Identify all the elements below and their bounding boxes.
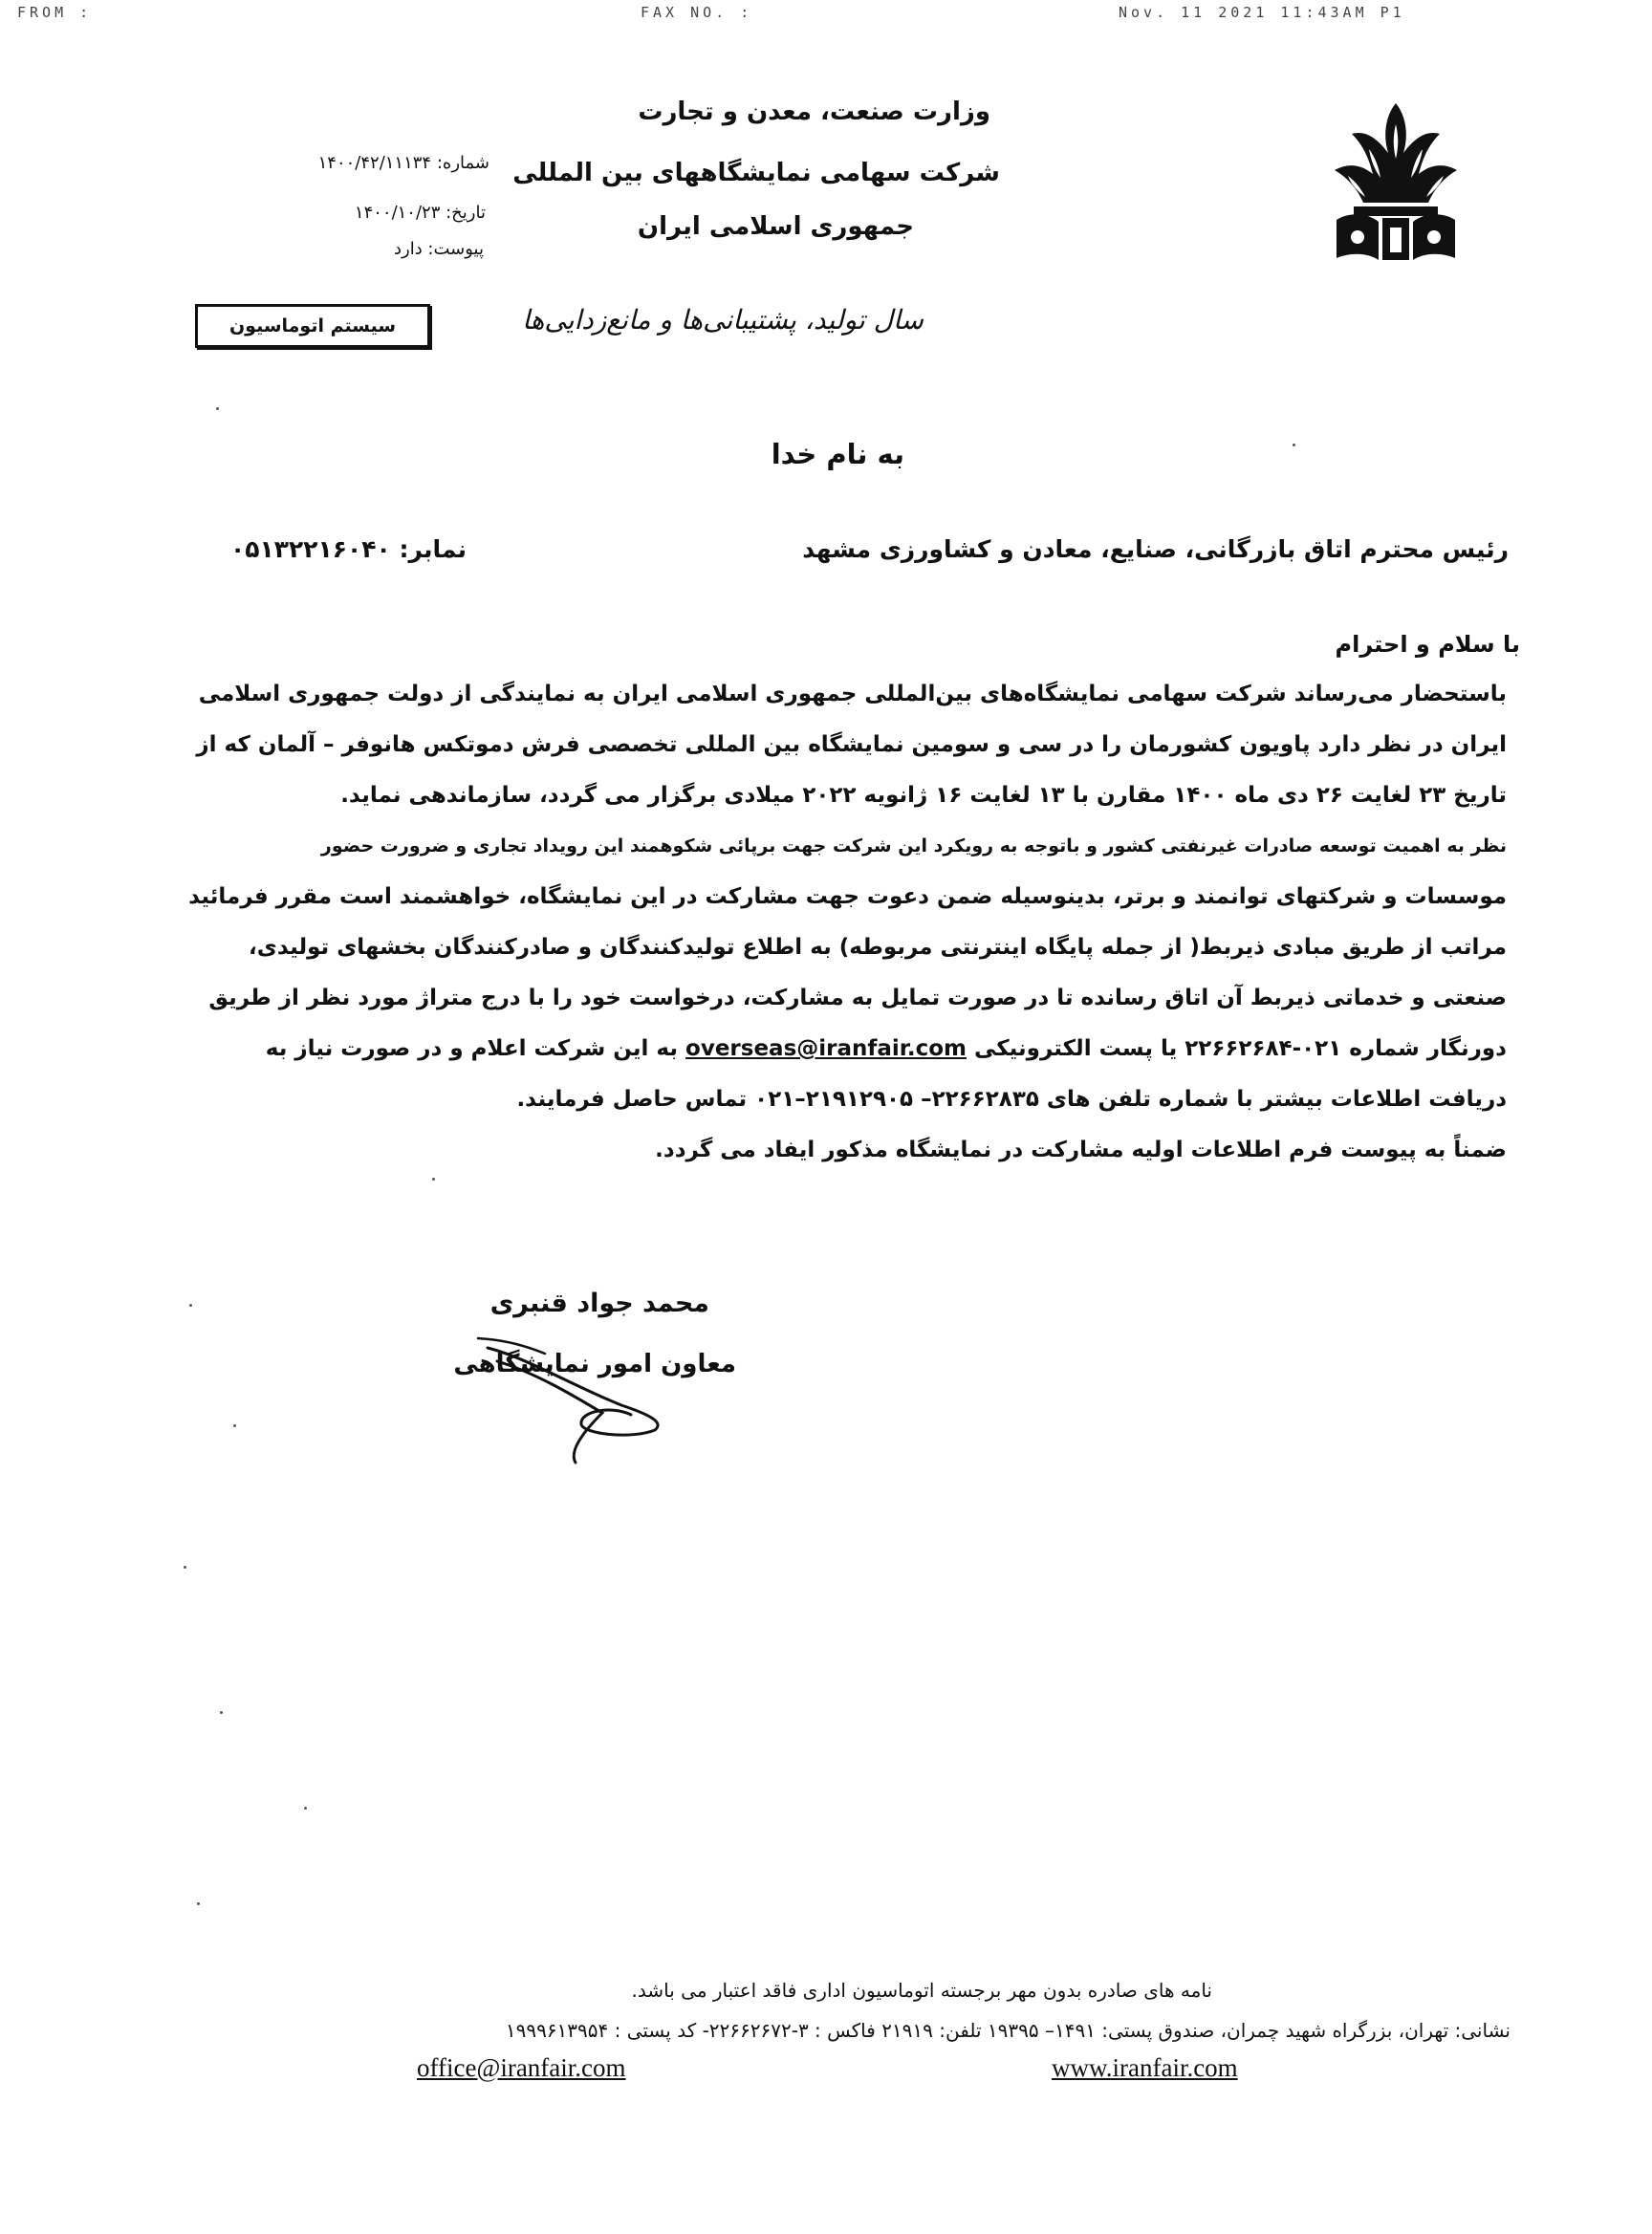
footer-address: نشانی: تهران، بزرگراه شهید چمران، صندوق پستی: ۱۴۹۱– ۱۹۳۹۵ تلفن: ۲۱۹۱۹ فاکس : ۳-۲۲۶۶۲۶۷۲- کد پستی : ۱۹۹۹۶۱۳۹۵۴: [505, 2019, 1511, 2042]
automation-stamp: سیستم اتوماسیون: [195, 304, 430, 348]
company-name: شرکت سهامی نمایشگاههای بین المللی: [512, 159, 1000, 187]
recipient-line: رئیس محترم اتاق بازرگانی، صنایع، معادن و کشاورزی مشهد: [802, 535, 1509, 563]
fax-timestamp: Nov. 11 2021 11:43AM P1: [1119, 4, 1405, 21]
handwritten-signature: [468, 1319, 679, 1472]
signatory-title: معاون امور نمایشگاهی: [453, 1350, 736, 1378]
letter-body: [187, 669, 1507, 1176]
greeting: با سلام و احترام: [1335, 631, 1520, 658]
footer-notice: نامه های صادره بدون مهر برجسته اتوماسیون اداری فاقد اعتبار می باشد.: [631, 1979, 1212, 2002]
fax-from: FROM :: [17, 4, 93, 21]
recipient-fax: نمابر: ۰۵۱۳۲۲۱۶۰۴۰: [229, 535, 467, 563]
body-paragraph-2a: نظر به اهمیت توسعه صادرات غیرنفتی کشور و باتوجه به رویکرد این شرکت جهت برپائی شکوهمند این رویداد تجاری و ضرورت حضور: [320, 835, 1507, 857]
bismillah-heading: به نام خدا: [771, 438, 904, 470]
ministry-name: وزارت صنعت، معدن و تجارت: [638, 98, 990, 126]
year-motto: سال تولید، پشتیبانی‌ها و مانع‌زدایی‌ها: [522, 304, 924, 336]
country-name: جمهوری اسلامی ایران: [637, 212, 914, 241]
body-paragraph-1: باستحضار می‌رساند شرکت سهامی نمایشگاه‌های بین‌المللی جمهوری اسلامی ایران به نمایندگی از دولت جمهوری اسلامی ایران در نظر دارد پاویون کشورمان را در سی و سومین نمایشگاه بین المللی تخصصی فرش دموتکس هانوفر – آلمان که از تاریخ ۲۳ لغایت ۲۶ دی ماه ۱۴۰۰ مقارن با ۱۳ لغایت ۱۶ ژانویه ۲۰۲۲ میلادی برگزار می گردد، سازماندهی نماید.: [196, 682, 1507, 808]
body-paragraph-2c: به این شرکت اعلام و در صورت نیاز به دریافت اطلاعات بیشتر با شماره تلفن های ۲۲۶۶۲۸۳۵– ۲۱۹۱۲۹۰۵–۰۲۱ تماس حاصل فرمایند.: [265, 1036, 1507, 1112]
body-paragraph-3: ضمناً به پیوست فرم اطلاعات اولیه مشارکت در نمایشگاه مذکور ایفاد می گردد.: [655, 1138, 1507, 1162]
body-paragraph-2b: موسسات و شرکتهای توانمند و برتر، بدینوسیله ضمن دعوت جهت مشارکت در این نمایشگاه، خواهشمند است مقرر فرمائید مراتب از طریق مبادی ذیربط( از جمله پایگاه اینترنتی مربوطه) به اطلاع تولیدکنندگان و صادرکنندگان بخشهای تولیدی، صنعتی و خدماتی ذیربط آن اتاق رسانده تا در صورت تمایل به مشارکت، درخواست خود را با درج متراژ مورد نظر از طریق دورنگار شماره ۰۲۱-۲۲۶۶۲۶۸۴ یا پست الکترونیکی: [188, 884, 1507, 1061]
letter-date: تاریخ: ۱۴۰۰/۱۰/۲۳: [354, 203, 486, 223]
fax-number: FAX NO. :: [641, 4, 753, 21]
footer-email-link[interactable]: office@iranfair.com: [417, 2053, 626, 2082]
company-logo-icon: [1319, 96, 1472, 268]
footer-website-link[interactable]: www.iranfair.com: [1052, 2053, 1238, 2082]
letter-attachment: پیوست: دارد: [393, 239, 484, 259]
contact-email-link[interactable]: overseas@iranfair.com: [685, 1036, 967, 1061]
body-paragraph-2: [187, 872, 1507, 1125]
signatory-name: محمد جواد قنبری: [489, 1289, 709, 1318]
letter-number: شماره: ۱۴۰۰/۴۲/۱۱۱۳۴: [317, 153, 489, 173]
